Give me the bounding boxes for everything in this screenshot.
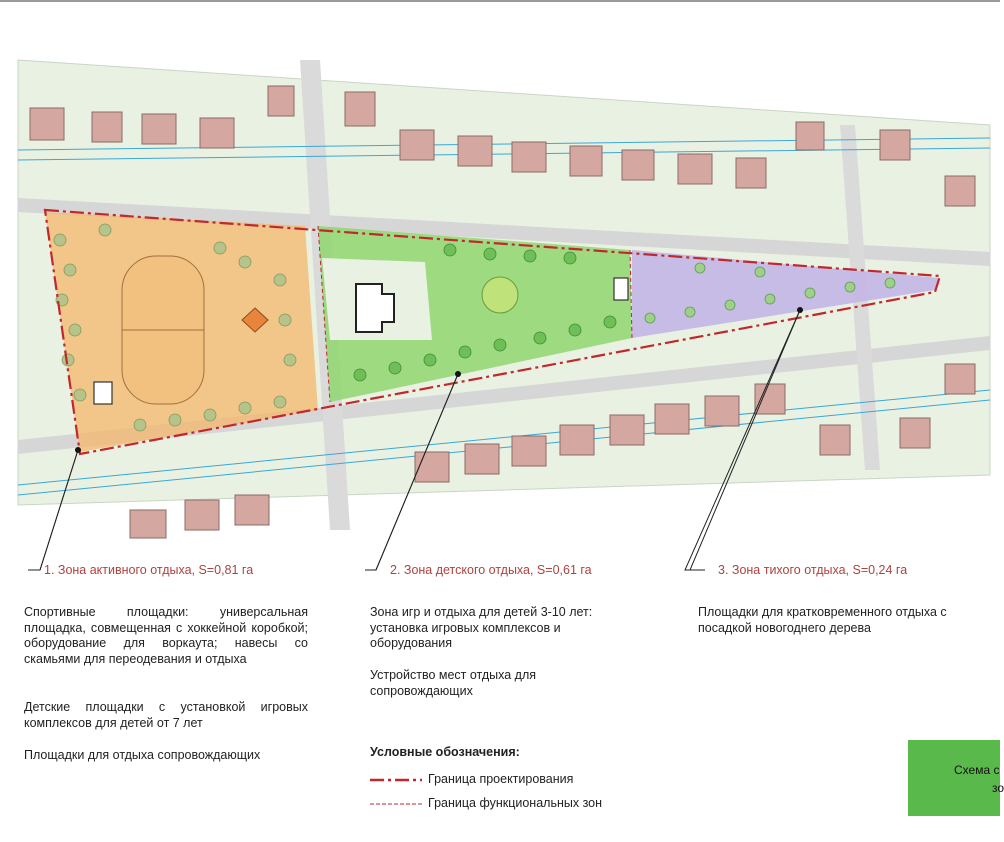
legend-title: Условные обозначения: xyxy=(370,745,520,759)
zone-2-title: 2. Зона детского отдыха, S=0,61 га xyxy=(390,563,592,577)
zone-1-description-1: Спортивные площадки: универсальная площадка, совмещенная с хоккейной коробкой; оборудование для воркаута; навесы со скамьями для переодевания и отдыха xyxy=(24,605,308,666)
scheme-title-box xyxy=(908,740,1004,816)
design-boundary-line-icon xyxy=(370,775,422,785)
zone-1-title: 1. Зона активного отдыха, S=0,81 га xyxy=(44,563,254,577)
zone-3-description-1: Площадки для кратковременного отдыха с посадкой новогоднего дерева xyxy=(698,605,947,635)
functional-boundary-line-icon xyxy=(370,799,422,809)
zone-2-description-1: Зона игр и отдыха для детей 3-10 лет: установка игровых комплексов и оборудования xyxy=(370,605,593,650)
legend-label-functional-boundary: Граница функциональных зон xyxy=(428,796,603,810)
zone-1-description-2: Детские площадки с установкой игровых комплексов для детей от 7 лет xyxy=(24,700,308,730)
zone-3-title: 3. Зона тихого отдыха, S=0,24 га xyxy=(718,563,908,577)
zone-2-description-2: Устройство мест отдыха для сопровождающих xyxy=(370,668,537,698)
legend-label-design-boundary: Граница проектирования xyxy=(428,772,574,786)
zone-1-description-3: Площадки для отдыха сопровождающих xyxy=(24,748,261,762)
scheme-title-line-2: зо xyxy=(992,781,1004,795)
scheme-title-line-1: Схема с xyxy=(954,763,1000,777)
